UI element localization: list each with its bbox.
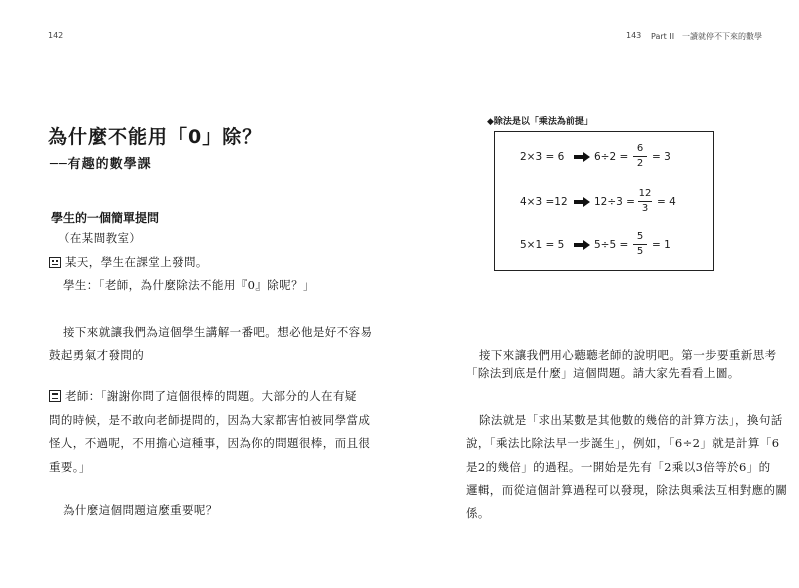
fraction-bar [633,244,647,245]
mult-equation: 2×3 = 6 [520,151,565,163]
div-result: = 1 [652,239,671,251]
div-equation: 12÷3 = [594,196,635,208]
student-face-icon [49,257,61,268]
paragraph-line: 接下來讓我們用心聽聽老師的說明吧。第一步要重新思考 [479,348,777,362]
student-intro-line [49,255,208,269]
paragraph-line: 接下來就讓我們為這個學生講解一番吧。想必他是好不容易 [63,325,373,339]
fraction-numerator: 12 [638,188,652,199]
fraction-numerator: 6 [636,143,644,154]
fraction-bar [638,201,652,202]
paragraph-line: 是2的幾倍」的過程。一開始是先有「2乘以3倍等於6」的 [466,460,771,474]
arrow-right-icon [574,197,590,207]
paragraph-line: 怪人，不過呢，不用擔心這種事，因為你的問題很棒，而且很 [49,436,371,450]
paragraph-line: 係。 [466,506,490,520]
student-intro-text: 某天，學生在課堂上發問。 [65,255,208,269]
fraction-denominator: 3 [641,203,649,214]
page-title: 為什麼不能用「0」除？ [48,126,263,148]
div-equation: 5÷5 = [594,239,629,251]
figure-caption: ◆除法是以「乘法為前提」 [487,117,593,127]
paragraph-line: 重要。」 [49,460,91,474]
running-head: Part II 一讀就停不下來的數學 [651,32,763,41]
paragraph-line: 說，「乘法比除法早一步誕生」，例如，「6÷2」就是計算「6 [466,436,780,450]
section-heading: 學生的一個簡單提問 [51,211,160,225]
page-subtitle: ──有趣的數學課 [50,157,152,172]
paragraph-line: 為什麼這個問題這麼重要呢？ [63,503,218,517]
teacher-line [49,389,357,403]
teacher-text: 老師：「謝謝你問了這個很棒的問題。大部分的人在有疑 [65,389,357,403]
paragraph-line: 邏輯，而從這個計算過程可以發現，除法與乘法互相對應的關 [466,483,788,497]
fraction-bar [633,156,647,157]
paragraph-line: 問的時候，是不敢向老師提問的，因為大家都害怕被同學當成 [49,413,371,427]
arrow-right-icon [574,152,590,162]
teacher-face-icon [49,390,61,402]
mult-equation: 4×3 =12 [520,196,568,208]
student-question: 學生：「老師，為什麼除法不能用『0』除呢？」 [63,278,315,292]
arrow-right-icon [574,240,590,250]
right-page-number: 143 [626,31,642,40]
mult-equation: 5×1 = 5 [520,239,565,251]
div-result: = 3 [652,151,671,163]
fraction-numerator: 5 [636,231,644,242]
fraction-denominator: 2 [636,158,644,169]
paragraph-line: 「除法到底是什麼」這個問題。請大家先看看上圖。 [466,366,740,380]
left-page-number: 142 [48,31,64,40]
paragraph-line: 鼓起勇氣才發問的 [49,348,145,362]
paragraph-line: 除法就是「求出某數是其他數的幾倍的計算方法」，換句話 [479,413,783,427]
div-result: = 4 [657,196,676,208]
div-equation: 6÷2 = [594,151,629,163]
fraction-denominator: 5 [636,246,644,257]
scene-note: （在某間教室） [58,231,142,245]
